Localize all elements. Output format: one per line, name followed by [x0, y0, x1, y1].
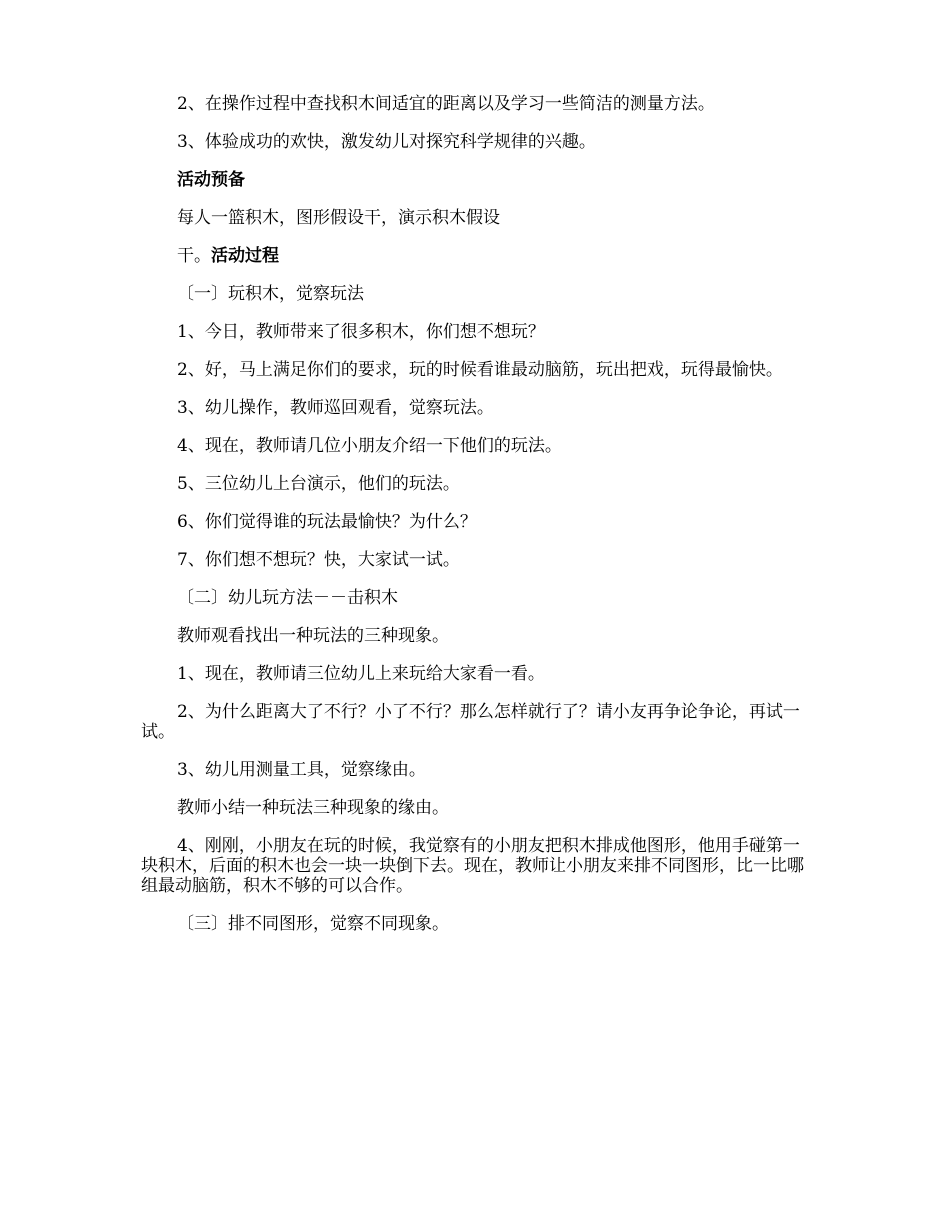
document-body — [141, 94, 813, 952]
paragraph: 1、现在，教师请三位幼儿上来玩给大家看一看。 — [177, 664, 545, 684]
paragraph: 6、你们觉得谁的玩法最愉快？为什么？ — [177, 512, 477, 532]
paragraph: 1、今日，教师带来了很多积木，你们想不想玩？ — [177, 322, 545, 342]
section-heading: 活动预备 — [177, 170, 245, 190]
paragraph: 教师小结一种玩法三种现象的缘由。 — [177, 798, 449, 818]
paragraph-prefix: 干。 — [177, 246, 211, 266]
paragraph: 2、好，马上满足你们的要求，玩的时候看谁最动脑筋，玩出把戏，玩得最愉快。 — [177, 360, 783, 380]
subsection-heading: 〔三〕排不同图形，觉察不同现象。 — [177, 914, 449, 934]
paragraph: 4、刚刚，小朋友在玩的时候，我觉察有的小朋友把积木排成他图形，他用手碰第一块积木，后面的积木也会一块一块倒下去。现在，教师让小朋友来排不同图形，比一比哪组最动脑筋，积木不够的可以合作。 — [141, 836, 804, 896]
paragraph: 4、现在，教师请几位小朋友介绍一下他们的玩法。 — [177, 436, 562, 456]
subsection-heading: 〔一〕玩积木，觉察玩法 — [177, 284, 364, 304]
paragraph: 2、为什么距离大了不行？小了不行？那么怎样就行了？请小友再争论争论，再试一试。 — [141, 702, 800, 742]
paragraph: 5、三位幼儿上台演示，他们的玩法。 — [177, 474, 460, 494]
section-heading: 活动过程 — [211, 246, 279, 266]
paragraph: 教师观看找出一种玩法的三种现象。 — [177, 626, 449, 646]
paragraph: 7、你们想不想玩？快，大家试一试。 — [177, 550, 460, 570]
paragraph: 3、体验成功的欢快，激发幼儿对探究科学规律的兴趣。 — [177, 132, 596, 152]
paragraph: 3、幼儿用测量工具，觉察缘由。 — [177, 760, 426, 780]
paragraph — [141, 246, 813, 266]
paragraph: 3、幼儿操作，教师巡回观看，觉察玩法。 — [177, 398, 494, 418]
subsection-heading: 〔二〕幼儿玩方法－－击积木 — [177, 588, 398, 608]
paragraph: 每人一篮积木，图形假设干，演示积木假设 — [177, 208, 500, 228]
paragraph: 2、在操作过程中查找积木间适宜的距离以及学习一些简洁的测量方法。 — [177, 94, 715, 114]
